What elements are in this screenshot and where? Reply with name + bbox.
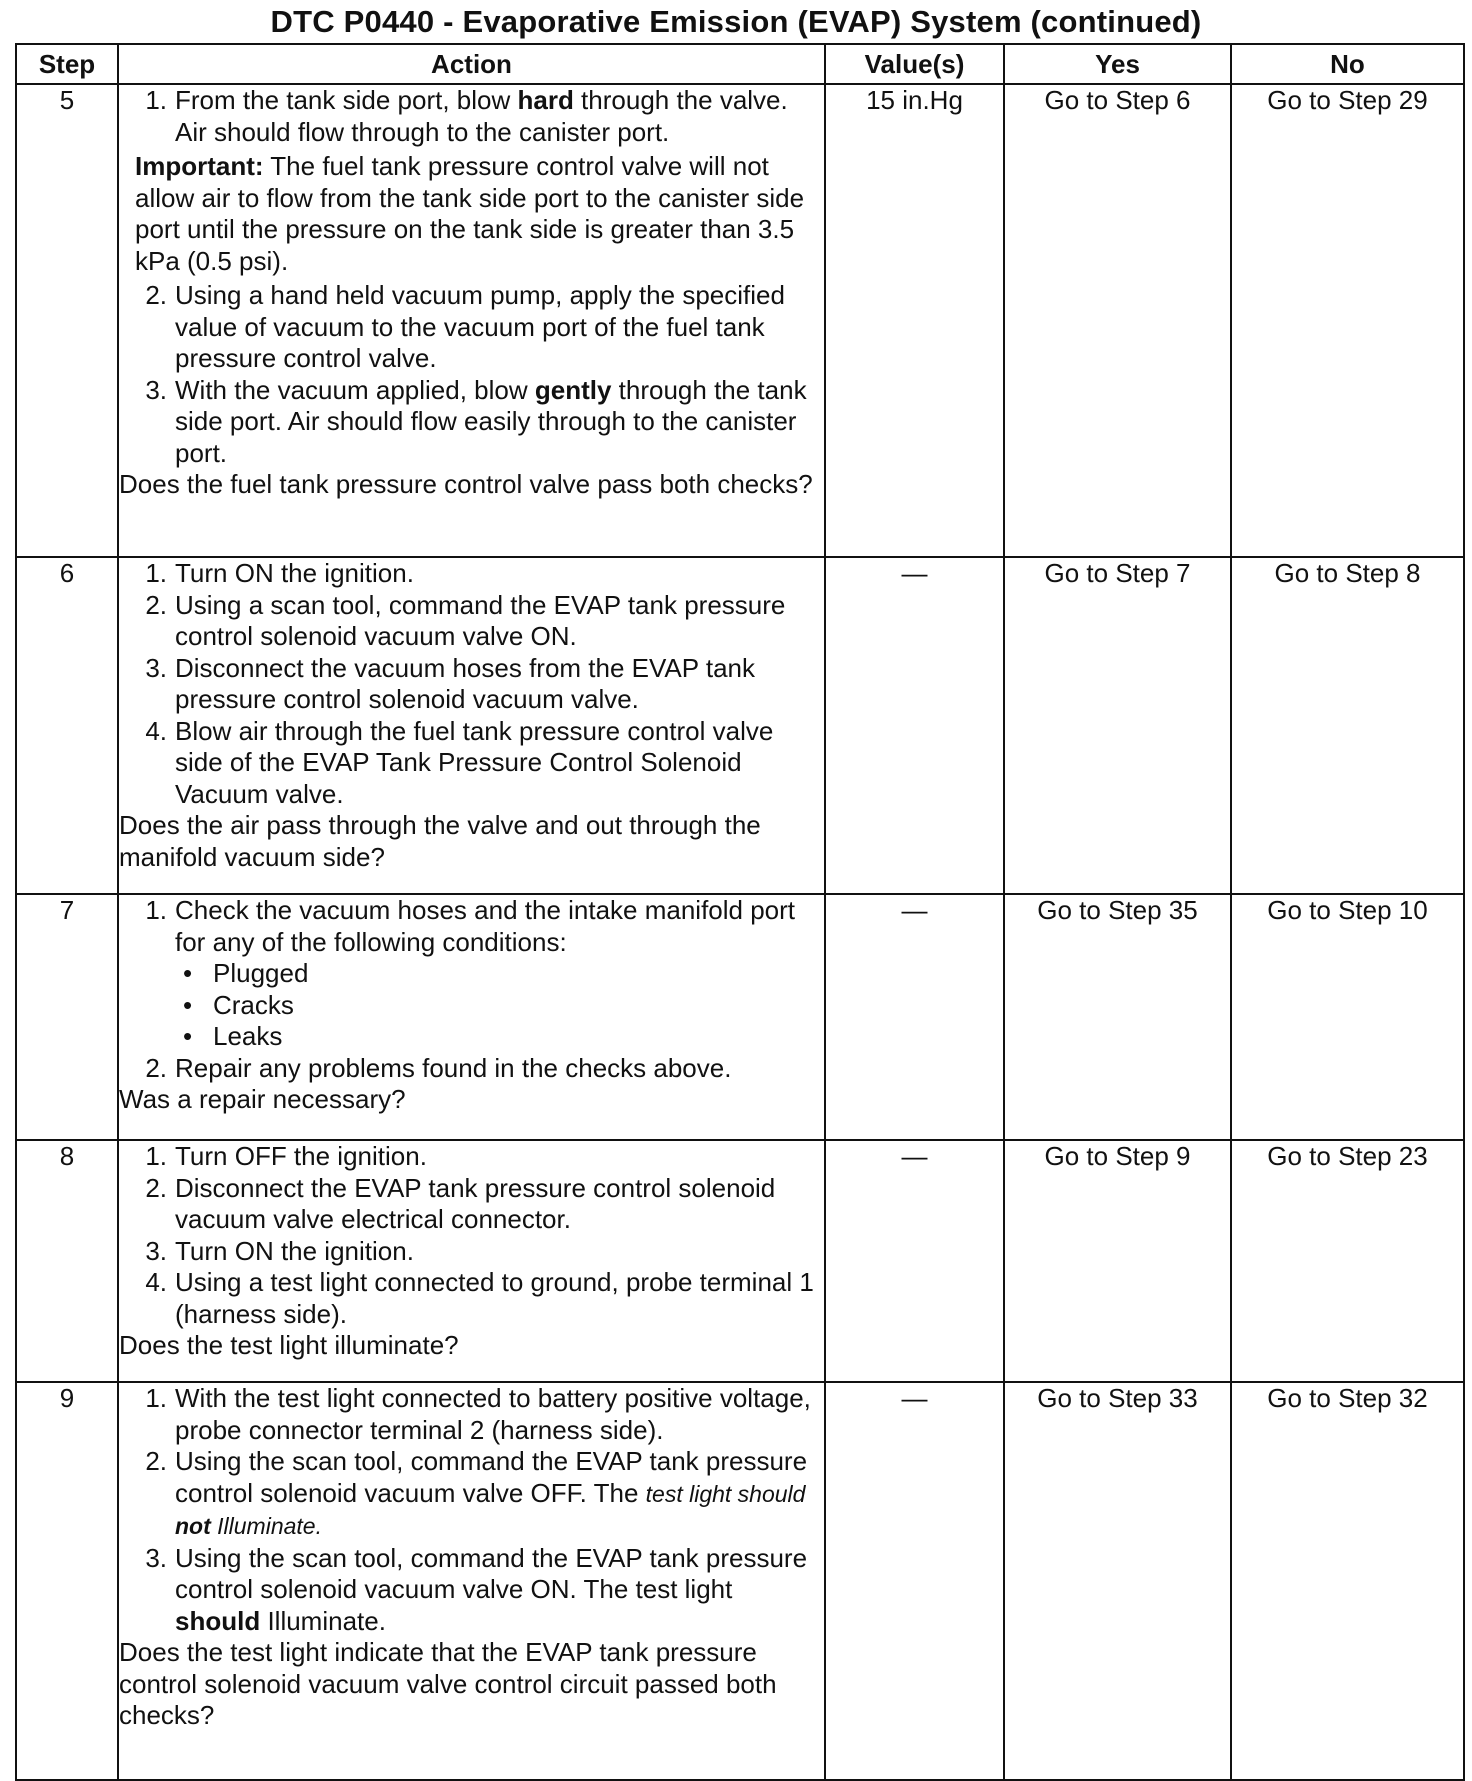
item-text: Turn ON the ignition.: [175, 1235, 414, 1266]
action-item: [119, 653, 824, 716]
important-note: Important: The fuel tank pressure control valve will not allow air to flow from the tank side port to the canister side port until the pressure on the tank side is greater than 3.5 kPa (0.5 psi).: [135, 151, 805, 276]
step-number: 6: [16, 557, 118, 894]
item-text: From the tank side port, blow hard through the valve. Air should flow through to the canister port.: [175, 85, 788, 147]
item-text: Check the vacuum hoses and the intake manifold port for any of the following conditions:: [175, 895, 796, 957]
item-text: Turn OFF the ignition.: [175, 1141, 427, 1171]
item-number: 2.: [145, 1052, 167, 1083]
action-item: [119, 1446, 824, 1543]
value-cell: —: [825, 894, 1004, 1140]
header-row: [16, 44, 1464, 84]
item-number: 1.: [145, 1141, 167, 1171]
item-text: Turn ON the ignition.: [175, 558, 414, 588]
item-text: Using a scan tool, command the EVAP tank pressure control solenoid vacuum valve ON.: [175, 589, 786, 651]
item-text: Using a hand held vacuum pump, apply the specified value of vacuum to the vacuum port of the fuel tank pressure control valve.: [175, 280, 785, 373]
action-item: [119, 85, 824, 148]
yes-cell: Go to Step 6: [1004, 84, 1231, 557]
table-row: [16, 894, 1464, 1140]
item-number: 3.: [145, 1542, 167, 1573]
action-item: [119, 1543, 824, 1638]
action-question: Does the test light illuminate?: [119, 1330, 459, 1360]
item-number: 2.: [145, 280, 167, 310]
item-number: 1.: [145, 85, 167, 115]
action-question: Does the fuel tank pressure control valve pass both checks?: [119, 469, 813, 499]
action-item: [119, 558, 824, 590]
item-number: 3.: [145, 374, 167, 405]
table-row: [16, 557, 1464, 894]
bullet-text: Cracks: [213, 989, 294, 1020]
action-cell: [118, 894, 825, 1140]
bullet-icon: •: [183, 989, 193, 1020]
item-number: 4.: [145, 1267, 167, 1297]
value-cell: —: [825, 1140, 1004, 1382]
item-number: 4.: [145, 715, 167, 746]
step-number: 9: [16, 1382, 118, 1780]
no-cell: Go to Step 8: [1231, 557, 1464, 894]
action-item: [119, 895, 824, 958]
bullet-icon: •: [183, 958, 193, 988]
item-number: 1.: [145, 895, 167, 925]
item-text: With the vacuum applied, blow gently through the tank side port. Air should flow easily through to the canister port.: [175, 374, 807, 468]
yes-cell: Go to Step 33: [1004, 1382, 1231, 1780]
bullet-text: Leaks: [213, 1021, 283, 1051]
action-item: [119, 1383, 824, 1446]
action-item: [119, 716, 824, 811]
bullet-icon: •: [183, 1021, 193, 1051]
value-cell: —: [825, 557, 1004, 894]
action-item: [119, 1173, 824, 1236]
step-number: 5: [16, 84, 118, 557]
item-text: Using the scan tool, command the EVAP tank pressure control solenoid vacuum valve OFF. The test light should not Illuminate.: [175, 1446, 808, 1539]
action-item: [119, 1053, 824, 1085]
action-question: Was a repair necessary?: [119, 1084, 406, 1114]
item-text: With the test light connected to battery positive voltage, probe connector terminal 2 (harness side).: [175, 1383, 811, 1445]
yes-cell: Go to Step 7: [1004, 557, 1231, 894]
item-number: 2.: [145, 1446, 167, 1476]
action-item: [119, 375, 824, 470]
action-cell: [118, 557, 825, 894]
item-number: 3.: [145, 1235, 167, 1266]
item-number: 1.: [145, 1383, 167, 1413]
header-yes: Yes: [1004, 44, 1231, 84]
action-item: [119, 1141, 824, 1173]
table-row: [16, 1382, 1464, 1780]
action-item: [119, 1236, 824, 1268]
item-number: 3.: [145, 652, 167, 683]
action-cell: [118, 84, 825, 557]
page-title: DTC P0440 - Evaporative Emission (EVAP) System (continued): [270, 4, 1202, 39]
header-no: No: [1231, 44, 1464, 84]
item-text: Disconnect the vacuum hoses from the EVAP tank pressure control solenoid vacuum valve.: [175, 652, 755, 714]
item-number: 1.: [145, 558, 167, 588]
table-row: [16, 84, 1464, 557]
no-cell: Go to Step 29: [1231, 84, 1464, 557]
item-text: Repair any problems found in the checks above.: [175, 1052, 732, 1083]
action-item: [119, 1267, 824, 1330]
header-values: Value(s): [825, 44, 1004, 84]
yes-cell: Go to Step 9: [1004, 1140, 1231, 1382]
list-item: [119, 1021, 824, 1053]
step-number: 7: [16, 894, 118, 1140]
table-row: [16, 1140, 1464, 1382]
item-text: Using a test light connected to ground, probe terminal 1 (harness side).: [175, 1267, 814, 1329]
action-cell: [118, 1382, 825, 1780]
list-item: [119, 958, 824, 990]
action-question: Does the test light indicate that the EVAP tank pressure control solenoid vacuum valve control circuit passed both checks?: [119, 1637, 777, 1730]
no-cell: Go to Step 23: [1231, 1140, 1464, 1382]
item-text: Using the scan tool, command the EVAP tank pressure control solenoid vacuum valve ON. The test light should Illuminate.: [175, 1542, 808, 1636]
no-cell: Go to Step 32: [1231, 1382, 1464, 1780]
no-cell: Go to Step 10: [1231, 894, 1464, 1140]
list-item: [119, 990, 824, 1022]
item-text: Blow air through the fuel tank pressure control valve side of the EVAP Tank Pressure Control Solenoid Vacuum valve.: [175, 715, 774, 809]
step-number: 8: [16, 1140, 118, 1382]
action-item: [119, 590, 824, 653]
yes-cell: Go to Step 35: [1004, 894, 1231, 1140]
action-cell: [118, 1140, 825, 1382]
item-number: 2.: [145, 589, 167, 620]
value-cell: —: [825, 1382, 1004, 1780]
action-question: Does the air pass through the valve and out through the manifold vacuum side?: [119, 810, 761, 872]
value-cell: 15 in.Hg: [825, 84, 1004, 557]
header-action: Action: [118, 44, 825, 84]
item-number: 2.: [145, 1172, 167, 1203]
action-item: [119, 280, 824, 375]
diagnostic-table: [15, 43, 1465, 1781]
header-step: Step: [16, 44, 118, 84]
bullet-text: Plugged: [213, 958, 309, 988]
item-text: Disconnect the EVAP tank pressure control solenoid vacuum valve electrical connector.: [175, 1172, 776, 1234]
